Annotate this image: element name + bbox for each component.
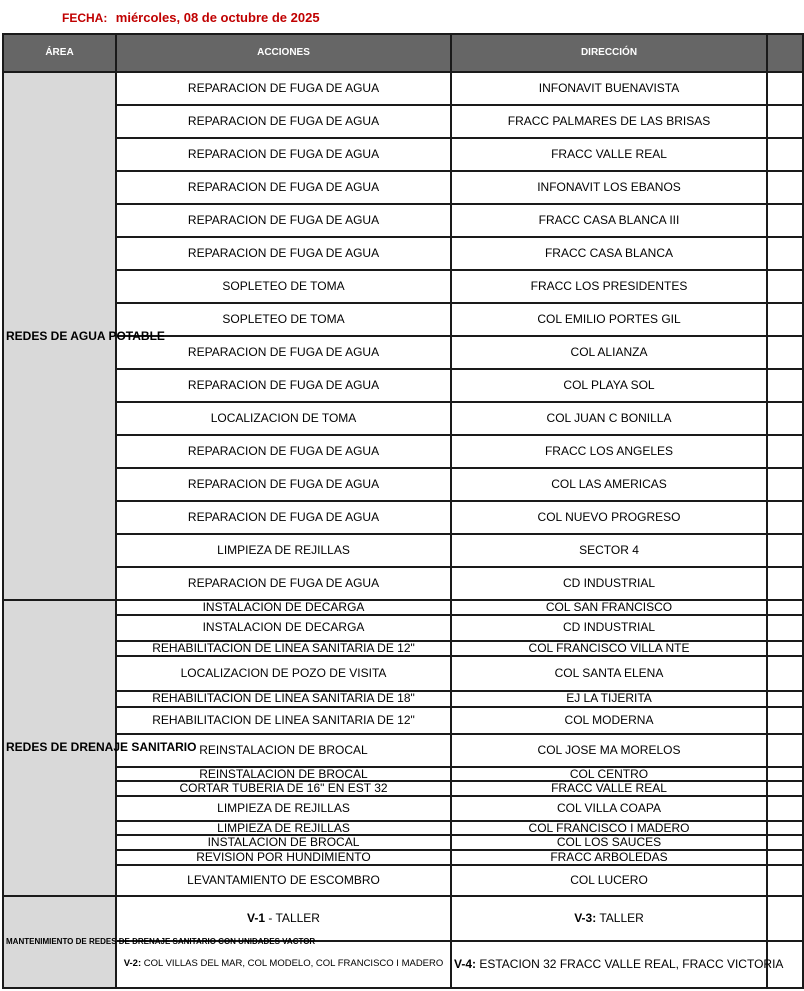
vactor-v1-code: V-1 (247, 910, 266, 925)
col-header-direccion: DIRECCIÓN (451, 34, 767, 72)
extra-cell (767, 72, 803, 105)
table-row (3, 850, 803, 865)
address-cell: FRACC VALLE REAL (451, 138, 767, 171)
address-cell: INFONAVIT BUENAVISTA (451, 72, 767, 105)
date-label: FECHA: (62, 11, 108, 25)
table-row (3, 534, 803, 567)
table-row (3, 781, 803, 796)
vactor-v4-code: V-4: (454, 956, 477, 971)
address-cell: FRACC PALMARES DE LAS BRISAS (451, 105, 767, 138)
vactor-v2-text: COL VILLAS DEL MAR, COL MODELO, COL FRANCISCO I MADERO (141, 958, 444, 970)
vactor-v1-text: - TALLER (265, 910, 320, 925)
action-cell: REPARACION DE FUGA DE AGUA (116, 72, 451, 105)
action-cell: REVISION POR HUNDIMIENTO (116, 850, 451, 865)
extra-cell (767, 435, 803, 468)
table-row (3, 707, 803, 734)
extra-cell (767, 369, 803, 402)
extra-cell (767, 303, 803, 336)
extra-cell (767, 105, 803, 138)
table-row (3, 270, 803, 303)
address-cell: COL SANTA ELENA (451, 656, 767, 691)
action-cell: SOPLETEO DE TOMA (116, 270, 451, 303)
address-cell: COL FRANCISCO VILLA NTE (451, 641, 767, 656)
table-row (3, 656, 803, 691)
extra-cell (767, 821, 803, 836)
action-cell: REPARACION DE FUGA DE AGUA (116, 336, 451, 369)
address-cell: COL JUAN C BONILLA (451, 402, 767, 435)
action-cell: LIMPIEZA DE REJILLAS (116, 534, 451, 567)
area-cell-drenaje: REDES DE DRENAJE SANITARIO (3, 600, 116, 896)
extra-cell (767, 691, 803, 707)
header-row (3, 34, 803, 72)
action-cell: REPARACION DE FUGA DE AGUA (116, 138, 451, 171)
action-cell: REINSTALACION DE BROCAL (116, 767, 451, 782)
vactor-v1-cell (116, 896, 451, 941)
table-row (3, 615, 803, 641)
address-cell: INFONAVIT LOS EBANOS (451, 171, 767, 204)
address-cell: COL PLAYA SOL (451, 369, 767, 402)
vactor-v3-cell (451, 896, 767, 941)
table-row (3, 237, 803, 270)
action-cell: REPARACION DE FUGA DE AGUA (116, 567, 451, 600)
action-cell: REHABILITACION DE LINEA SANITARIA DE 12" (116, 707, 451, 734)
address-cell: FRACC LOS ANGELES (451, 435, 767, 468)
table-row (3, 865, 803, 896)
extra-cell (767, 270, 803, 303)
address-cell: FRACC LOS PRESIDENTES (451, 270, 767, 303)
address-cell: COL MODERNA (451, 707, 767, 734)
table-row (3, 567, 803, 600)
vactor-v2-cell (116, 941, 451, 988)
extra-cell (767, 734, 803, 767)
address-cell: COL VILLA COAPA (451, 796, 767, 821)
action-cell: REINSTALACION DE BROCAL (116, 734, 451, 767)
table-row (3, 435, 803, 468)
table-row (3, 821, 803, 836)
table-row (3, 796, 803, 821)
extra-cell (767, 707, 803, 734)
action-cell: REHABILITACION DE LINEA SANITARIA DE 12" (116, 641, 451, 656)
action-cell: REPARACION DE FUGA DE AGUA (116, 237, 451, 270)
table-row (3, 204, 803, 237)
col-header-area: ÁREA (3, 34, 116, 72)
action-cell: REPARACION DE FUGA DE AGUA (116, 369, 451, 402)
table-row (3, 641, 803, 656)
action-cell: INSTALACION DE BROCAL (116, 835, 451, 850)
action-cell: SOPLETEO DE TOMA (116, 303, 451, 336)
action-cell: INSTALACION DE DECARGA (116, 615, 451, 641)
address-cell: COL LUCERO (451, 865, 767, 896)
date-value: miércoles, 08 de octubre de 2025 (115, 10, 320, 25)
col-header-extra (767, 34, 803, 72)
table-row (3, 171, 803, 204)
action-cell: REPARACION DE FUGA DE AGUA (116, 171, 451, 204)
address-cell: COL CENTRO (451, 767, 767, 782)
extra-cell (767, 138, 803, 171)
address-cell: COL FRANCISCO I MADERO (451, 821, 767, 836)
extra-cell (767, 641, 803, 656)
extra-cell (767, 204, 803, 237)
table-row (3, 600, 803, 615)
extra-cell (767, 796, 803, 821)
table-row (3, 835, 803, 850)
extra-cell (767, 781, 803, 796)
table-row (3, 369, 803, 402)
drenaje-section (3, 600, 803, 896)
address-cell: FRACC CASA BLANCA (451, 237, 767, 270)
action-cell: LIMPIEZA DE REJILLAS (116, 821, 451, 836)
action-cell: LOCALIZACION DE POZO DE VISITA (116, 656, 451, 691)
action-cell: LIMPIEZA DE REJILLAS (116, 796, 451, 821)
area-cell-vactor: MANTENIMIENTO DE REDES DE DRENAJE SANITARIO CON UNIDADES VACTOR (3, 896, 116, 988)
address-cell: COL LOS SAUCES (451, 835, 767, 850)
address-cell: COL ALIANZA (451, 336, 767, 369)
address-cell: SECTOR 4 (451, 534, 767, 567)
extra-cell (767, 237, 803, 270)
action-cell: REPARACION DE FUGA DE AGUA (116, 435, 451, 468)
schedule-table (2, 33, 804, 989)
table-row (3, 468, 803, 501)
vactor-v4-cell (451, 941, 784, 988)
extra-cell (767, 468, 803, 501)
date-header (62, 9, 320, 29)
extra-cell (767, 767, 803, 782)
action-cell: INSTALACION DE DECARGA (116, 600, 451, 615)
table-row (3, 402, 803, 435)
extra-cell (767, 850, 803, 865)
address-cell: CD INDUSTRIAL (451, 615, 767, 641)
address-cell: COL JOSE MA MORELOS (451, 734, 767, 767)
address-cell: COL LAS AMERICAS (451, 468, 767, 501)
extra-cell (767, 865, 803, 896)
address-cell: COL NUEVO PROGRESO (451, 501, 767, 534)
extra-cell (767, 835, 803, 850)
table-row (3, 941, 803, 988)
table-row (3, 691, 803, 707)
vactor-v4-text: ESTACION 32 FRACC VALLE REAL, FRACC VICTORIA (476, 956, 784, 971)
extra-cell (767, 615, 803, 641)
action-cell: LOCALIZACION DE TOMA (116, 402, 451, 435)
address-cell: COL SAN FRANCISCO (451, 600, 767, 615)
action-cell: LEVANTAMIENTO DE ESCOMBRO (116, 865, 451, 896)
extra-cell (767, 534, 803, 567)
address-cell: FRACC VALLE REAL (451, 781, 767, 796)
action-cell: REPARACION DE FUGA DE AGUA (116, 468, 451, 501)
extra-cell (767, 171, 803, 204)
col-header-acciones: ACCIONES (116, 34, 451, 72)
extra-cell (767, 656, 803, 691)
action-cell: REPARACION DE FUGA DE AGUA (116, 204, 451, 237)
action-cell: REPARACION DE FUGA DE AGUA (116, 501, 451, 534)
extra-cell (767, 896, 803, 941)
extra-cell (767, 567, 803, 600)
address-cell: FRACC CASA BLANCA III (451, 204, 767, 237)
table-row (3, 767, 803, 782)
address-cell: CD INDUSTRIAL (451, 567, 767, 600)
table-row (3, 72, 803, 105)
table-row (3, 501, 803, 534)
extra-cell (767, 402, 803, 435)
extra-cell (767, 501, 803, 534)
agua-section (3, 72, 803, 600)
action-cell: REHABILITACION DE LINEA SANITARIA DE 18" (116, 691, 451, 707)
address-cell: FRACC ARBOLEDAS (451, 850, 767, 865)
table-row (3, 896, 803, 941)
table-row (3, 138, 803, 171)
address-cell: EJ LA TIJERITA (451, 691, 767, 707)
vactor-v3-code: V-3: (574, 910, 597, 925)
extra-cell (767, 336, 803, 369)
table-row (3, 105, 803, 138)
action-cell: CORTAR TUBERIA DE 16" EN EST 32 (116, 781, 451, 796)
vactor-v3-text: TALLER (596, 910, 644, 925)
area-cell-agua: REDES DE AGUA POTABLE (3, 72, 116, 600)
address-cell: COL EMILIO PORTES GIL (451, 303, 767, 336)
extra-cell (767, 600, 803, 615)
action-cell: REPARACION DE FUGA DE AGUA (116, 105, 451, 138)
vactor-section (3, 896, 803, 988)
vactor-v2-code: V-2: (123, 958, 142, 970)
